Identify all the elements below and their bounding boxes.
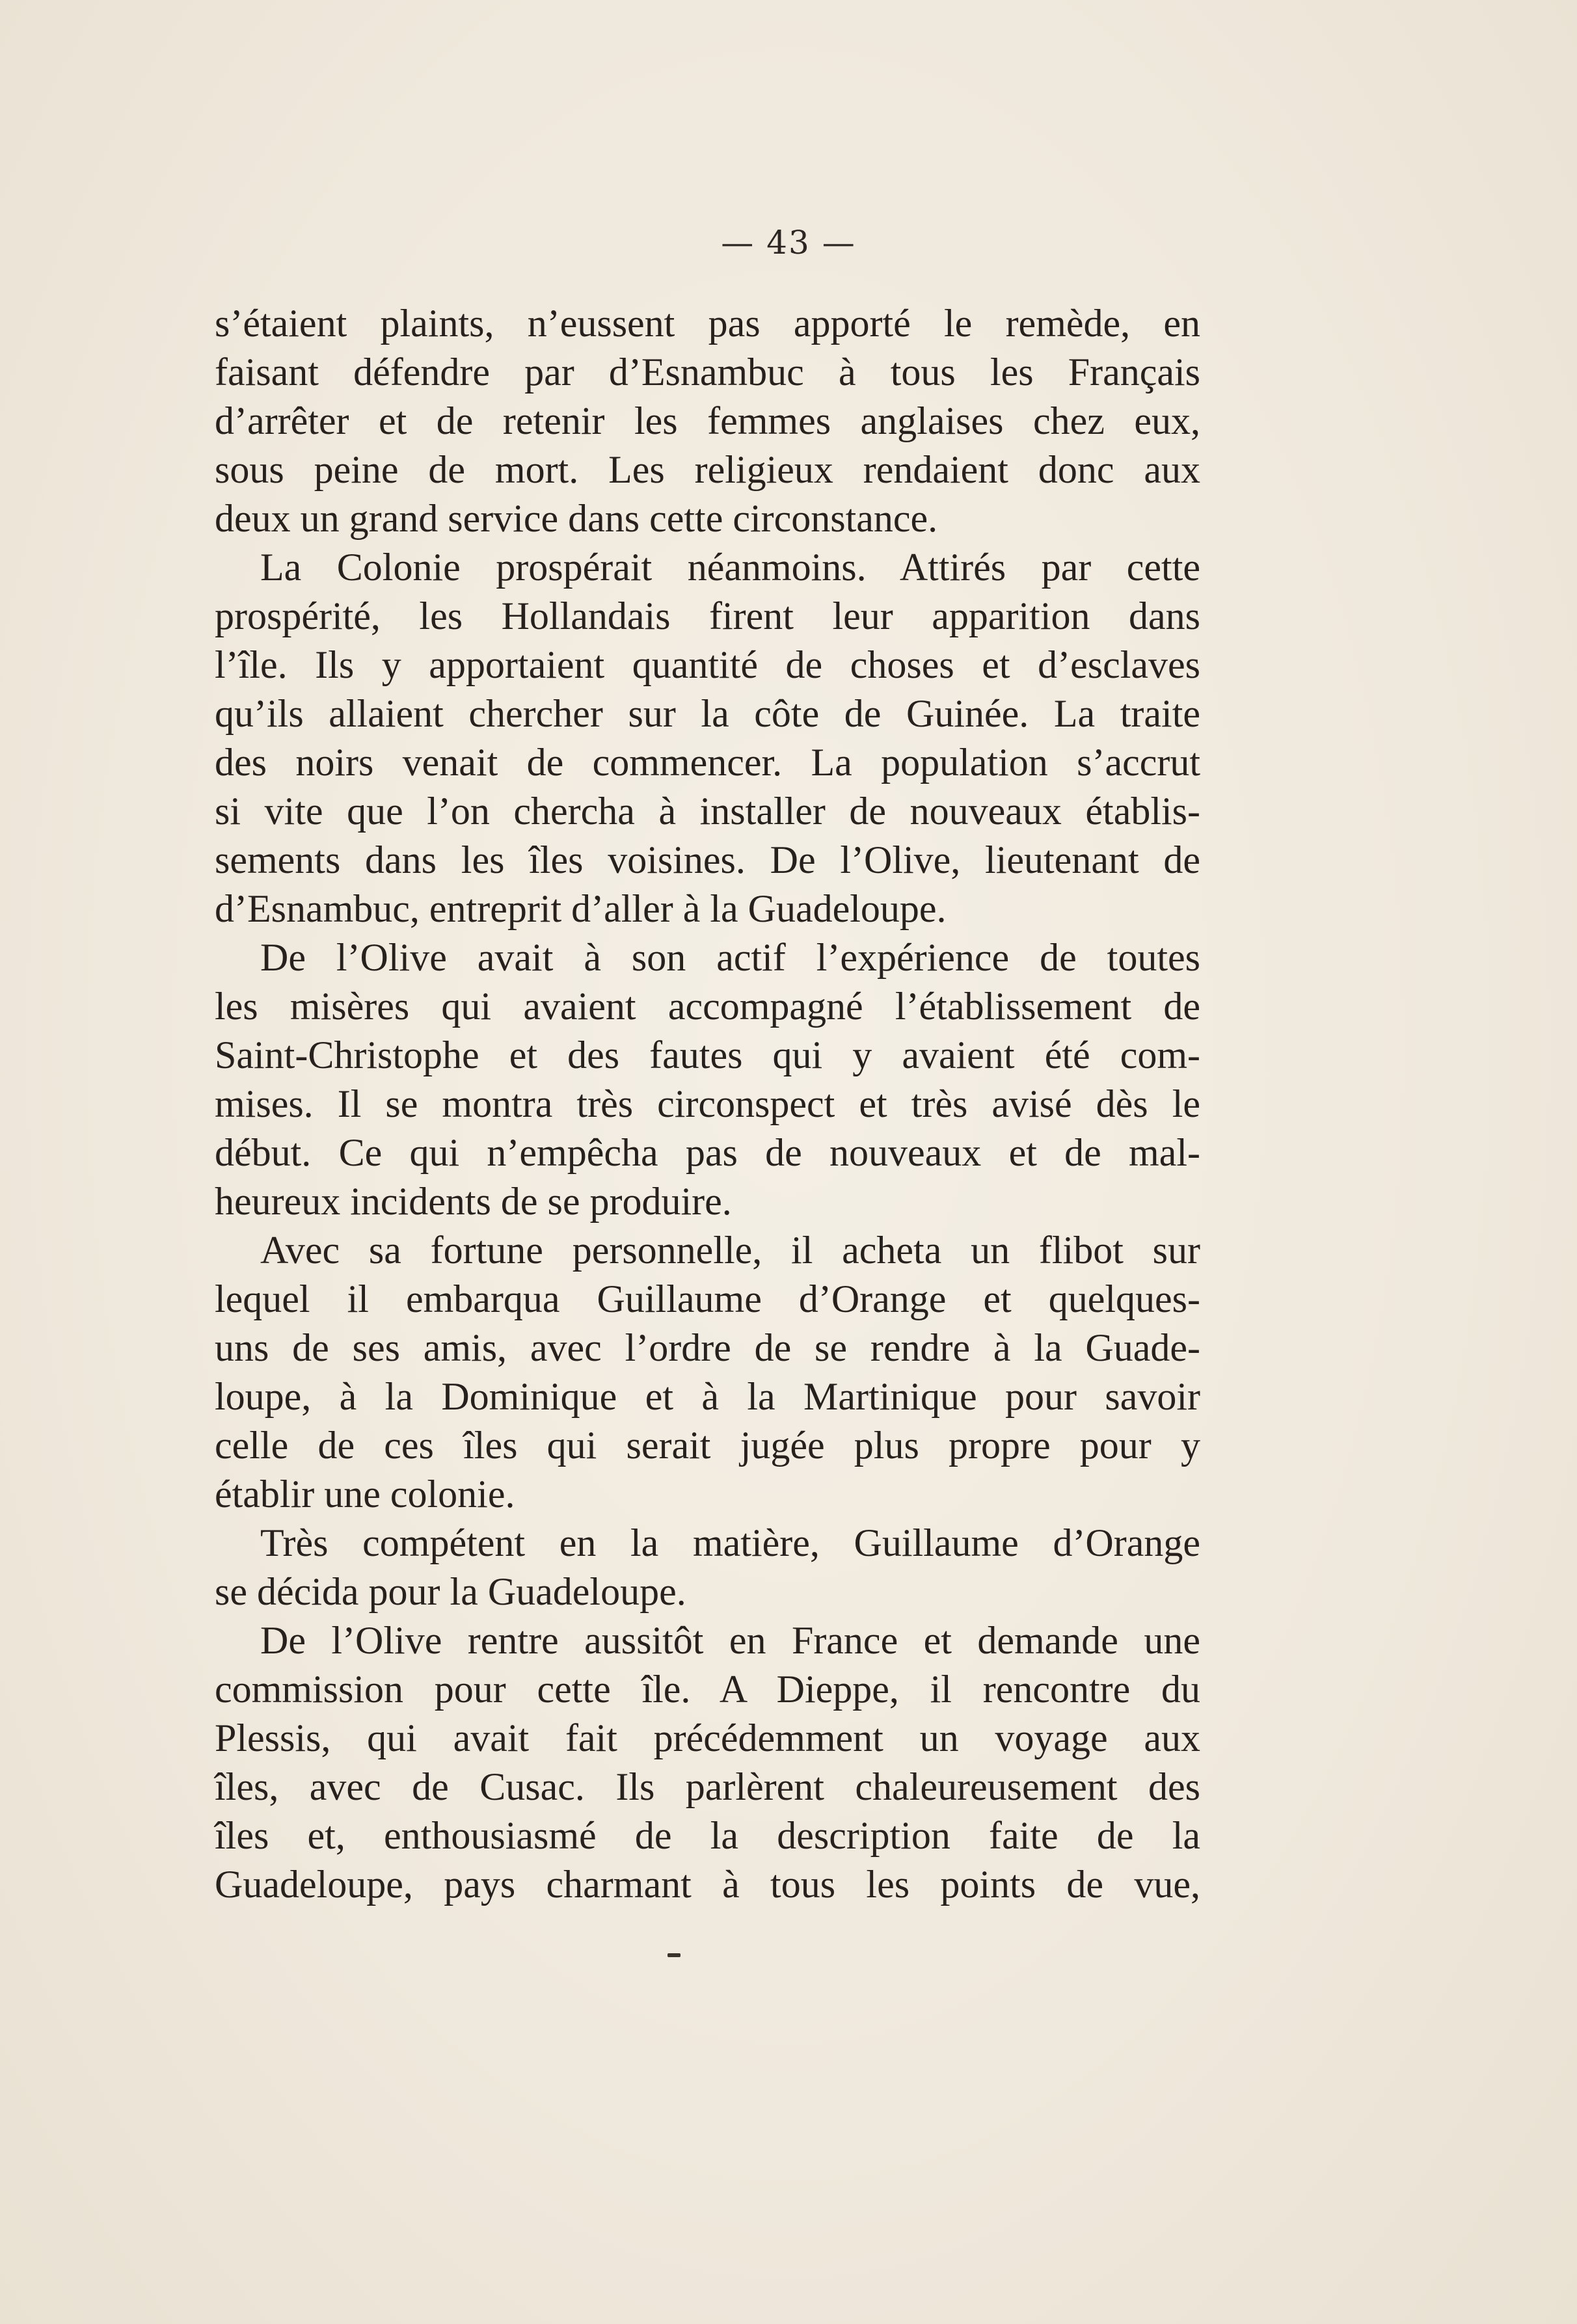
text-line: début. Ce qui n’empêcha pas de nouveaux et de mal- [215, 1131, 1200, 1174]
text-line: des noirs venait de commencer. La population s’accrut [215, 741, 1200, 784]
text-line: Avec sa fortune personnelle, il acheta un flibot sur [260, 1229, 1200, 1272]
text-line: d’arrêter et de retenir les femmes anglaises chez eux, [215, 399, 1200, 442]
text-line: îles et, enthousiasmé de la description faite de la [215, 1814, 1200, 1857]
body-text [215, 299, 1200, 1909]
text-line: sous peine de mort. Les religieux rendaient donc aux [215, 448, 1200, 491]
text-line: loupe, à la Dominique et à la Martinique pour savoir [215, 1375, 1200, 1418]
text-line: prospérité, les Hollandais firent leur apparition dans [215, 594, 1200, 637]
text-line: deux un grand service dans cette circonstance. [215, 497, 938, 540]
text-line: d’Esnambuc, entreprit d’aller à la Guadeloupe. [215, 887, 947, 930]
text-line: uns de ses amis, avec l’ordre de se rendre à la Guade- [215, 1326, 1200, 1369]
text-line: La Colonie prospérait néanmoins. Attirés par cette [260, 546, 1200, 589]
text-line: sements dans les îles voisines. De l’Olive, lieutenant de [215, 838, 1200, 881]
text-line: établir une colonie. [215, 1473, 515, 1516]
text-line: îles, avec de Cusac. Ils parlèrent chaleureusement des [215, 1765, 1200, 1808]
text-line: s’étaient plaints, n’eussent pas apporté le remède, en [215, 302, 1200, 345]
text-line: faisant défendre par d’Esnambuc à tous les Français [215, 351, 1200, 394]
text-line: se décida pour la Guadeloupe. [215, 1570, 686, 1613]
printer-mark [667, 1953, 681, 1957]
text-line: Guadeloupe, pays charmant à tous les points de vue, [215, 1863, 1200, 1906]
text-line: les misères qui avaient accompagné l’établissement de [215, 985, 1200, 1028]
text-line: mises. Il se montra très circonspect et très avisé dès le [215, 1082, 1200, 1125]
text-line: heureux incidents de se produire. [215, 1180, 732, 1223]
text-line: commission pour cette île. A Dieppe, il rencontre du [215, 1668, 1200, 1711]
text-line: l’île. Ils y apportaient quantité de choses et d’esclaves [215, 643, 1200, 686]
text-line: De l’Olive rentre aussitôt en France et demande une [260, 1619, 1200, 1662]
text-line: Saint-Christophe et des fautes qui y avaient été com- [215, 1034, 1200, 1076]
text-line: si vite que l’on chercha à installer de nouveaux établis- [215, 790, 1200, 833]
text-line: qu’ils allaient chercher sur la côte de Guinée. La traite [215, 692, 1200, 735]
text-line: lequel il embarqua Guillaume d’Orange et quelques- [215, 1277, 1200, 1320]
page-number: — 43 — [721, 224, 856, 261]
text-line: Très compétent en la matière, Guillaume d’Orange [260, 1521, 1200, 1564]
text-line: Plessis, qui avait fait précédemment un voyage aux [215, 1716, 1200, 1759]
text-line: celle de ces îles qui serait jugée plus propre pour y [215, 1424, 1200, 1467]
text-line: De l’Olive avait à son actif l’expérience de toutes [260, 936, 1200, 979]
